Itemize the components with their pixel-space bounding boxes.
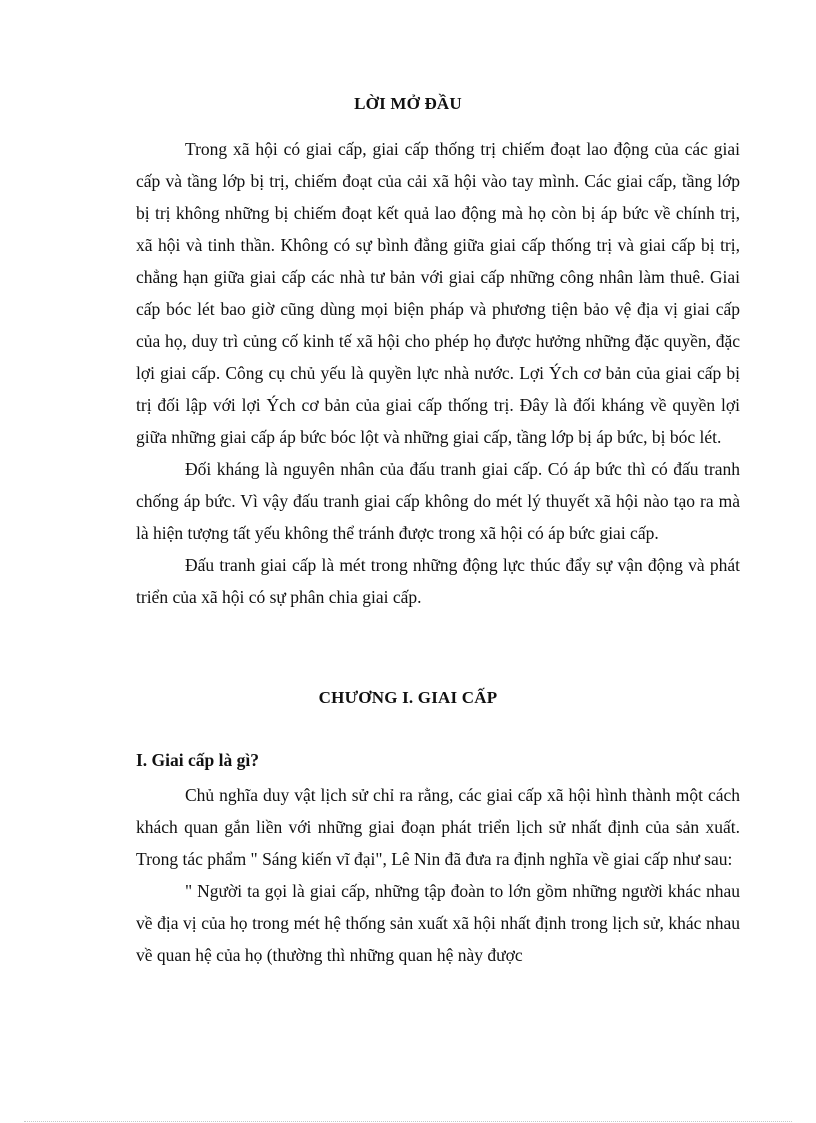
page-bottom-divider [24, 1121, 792, 1122]
intro-paragraph-3: Đấu tranh giai cấp là mét trong những động lực thúc đẩy sự vận động và phát triển của xã hội có sự phân chia giai cấp. [136, 555, 740, 607]
section-title: I. Giai cấp là gì? [136, 750, 259, 770]
intro-body [136, 133, 740, 613]
section-paragraph-2: " Người ta gọi là giai cấp, những tập đoàn to lớn gồm những người khác nhau về địa vị của họ trong mét hệ thống sản xuất xã hội nhất định trong lịch sử, khác nhau về quan hệ của họ (thường thì những quan hệ này được [136, 881, 740, 965]
section-body [136, 779, 740, 971]
intro-paragraph-1: Trong xã hội có giai cấp, giai cấp thống trị chiếm đoạt lao động của các giai cấp và tầng lớp bị trị, chiếm đoạt của cải xã hội vào tay mình. Các giai cấp, tầng lớp bị trị không những bị chiếm đoạt kết quả lao động mà họ còn bị áp bức về chính trị, xã hội và tinh thần. Không có sự bình đẳng giữa giai cấp thống trị và giai cấp bị trị, chẳng hạn giữa giai cấp các nhà tư bản với giai cấp những công nhân làm thuê. Giai cấp bóc lét bao giờ cũng dùng mọi biện pháp và phương tiện bảo vệ địa vị giai cấp của họ, duy trì củng cố kinh tế xã hội cho phép họ được hưởng những đặc quyền, đặc lợi giai cấp. Công cụ chủ yếu là quyền lực nhà nước. Lợi Ých cơ bản của giai cấp bị trị đối lập với lợi Ých cơ bản của giai cấp thống trị. Đây là đối kháng về quyền lợi giữa những giai cấp áp bức bóc lột và những giai cấp, tầng lớp bị áp bức, bị bóc lét. [136, 139, 740, 447]
section-paragraph-1: Chủ nghĩa duy vật lịch sử chỉ ra rằng, các giai cấp xã hội hình thành một cách khách quan gắn liền với những giai đoạn phát triển lịch sử nhất định của sản xuất. Trong tác phẩm " Sáng kiến vĩ đại", Lê Nin đã đưa ra định nghĩa về giai cấp như sau: [136, 785, 740, 869]
intro-paragraph-2: Đối kháng là nguyên nhân của đấu tranh giai cấp. Có áp bức thì có đấu tranh chống áp bức. Vì vậy đấu tranh giai cấp không do mét lý thuyết xã hội nào tạo ra mà là hiện tượng tất yếu không thể tránh được trong xã hội có áp bức giai cấp. [136, 459, 740, 543]
chapter-title: CHƯƠNG I. GIAI CẤP [318, 688, 498, 707]
page-title: LỜI MỞ ĐẦU [354, 94, 462, 113]
